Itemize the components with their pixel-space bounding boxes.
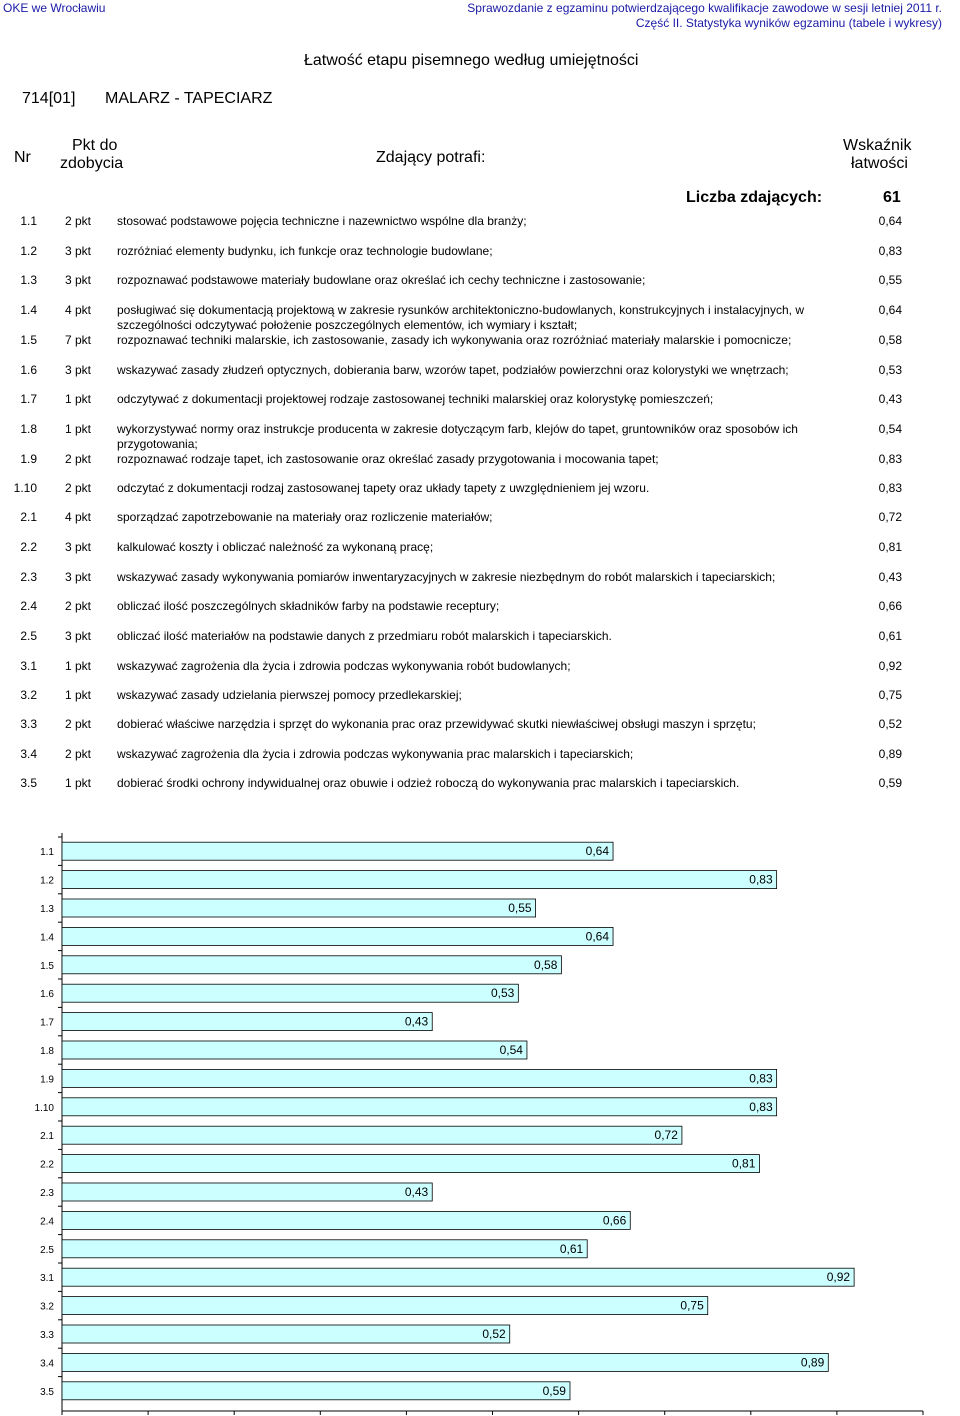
row-points: 7 pkt — [65, 333, 92, 347]
y-category-label: 2.2 — [40, 1159, 54, 1171]
bar-value-label: 0,59 — [542, 1383, 566, 1398]
bar-value-label: 0,61 — [559, 1241, 584, 1256]
row-skill: rozpoznawać techniki malarskie, ich zastosowanie, zasady ich wykonywania oraz rozróżniać materiały malarskie i pomocnicze; — [117, 333, 792, 347]
bar-value-label: 0,66 — [602, 1213, 627, 1228]
y-category-label: 3.2 — [40, 1301, 54, 1313]
row-nr: 3.4 — [20, 747, 37, 761]
row-points: 2 pkt — [65, 214, 92, 228]
row-skill: wskazywać zasady udzielania pierwszej pomocy przedlekarskiej; — [117, 688, 462, 702]
row-indicator: 0,83 — [878, 244, 902, 258]
y-category-label: 3.1 — [40, 1273, 54, 1285]
row-nr: 2.2 — [20, 540, 37, 554]
bar-value-label: 0,72 — [654, 1128, 678, 1143]
bar — [62, 984, 518, 1002]
row-indicator: 0,54 — [878, 422, 902, 436]
row-points: 3 pkt — [65, 570, 92, 584]
row-skill: sporządzać zapotrzebowanie na materiały oraz rozliczenie materiałów; — [117, 510, 493, 524]
row-indicator: 0,92 — [878, 659, 902, 673]
y-category-label: 2.4 — [40, 1216, 54, 1228]
col-header-skill: Zdający potrafi: — [376, 149, 486, 166]
y-category-label: 3.3 — [40, 1330, 54, 1341]
row-indicator: 0,72 — [878, 510, 902, 524]
row-nr: 1.8 — [20, 422, 37, 436]
row-indicator: 0,81 — [878, 540, 902, 554]
bar-value-label: 0,64 — [585, 844, 610, 859]
bar-value-label: 0,83 — [749, 1099, 773, 1114]
bar-value-label: 0,83 — [749, 1071, 773, 1086]
bar — [62, 1183, 432, 1201]
row-skill: odczytać z dokumentacji rodzaj zastosowanej tapety oraz układy tapety z uwzględnieniem jej wzoru. — [117, 481, 650, 495]
row-nr: 1.6 — [20, 363, 37, 377]
bar — [62, 956, 561, 974]
y-category-label: 1.3 — [40, 904, 54, 915]
row-indicator: 0,66 — [878, 599, 902, 613]
row-nr: 1.2 — [20, 244, 37, 258]
row-points: 2 pkt — [65, 599, 92, 613]
row-indicator: 0,61 — [878, 629, 902, 643]
row-nr: 3.5 — [20, 776, 37, 790]
row-points: 2 pkt — [65, 452, 92, 466]
row-points: 2 pkt — [65, 481, 92, 495]
easiness-bar-chart — [0, 816, 960, 1416]
y-category-label: 1.2 — [40, 875, 54, 887]
bar — [62, 1325, 510, 1343]
row-skill: rozpoznawać rodzaje tapet, ich zastosowanie oraz określać zasady przygotowania i mocowania tapet; — [117, 452, 659, 466]
row-skill: kalkulować koszty i obliczać należność za wykonaną pracę; — [117, 540, 434, 554]
y-category-label: 1.10 — [34, 1102, 54, 1114]
row-skill: dobierać właściwe narzędzia i sprzęt do wykonania prac oraz przewidywać skutki niewłaściwej obsługi maszyn i sprzętu; — [117, 717, 756, 731]
count-value: 61 — [883, 189, 901, 206]
header-report-line1: Sprawozdanie z egzaminu potwierdzającego kwalifikacje zawodowe w sesji letniej 2011 r. — [467, 1, 942, 15]
bar — [62, 1382, 570, 1400]
bar-value-label: 0,92 — [826, 1270, 851, 1285]
row-indicator: 0,59 — [878, 776, 902, 790]
bar — [62, 1098, 777, 1116]
row-points: 3 pkt — [65, 629, 92, 643]
row-nr: 1.1 — [20, 214, 37, 228]
row-skill: stosować podstawowe pojęcia techniczne i nazewnictwo wspólne dla branży; — [117, 214, 527, 228]
bar-value-label: 0,53 — [490, 986, 515, 1001]
row-points: 1 pkt — [65, 422, 92, 436]
y-category-label: 2.1 — [40, 1131, 54, 1143]
y-category-label: 3.5 — [40, 1386, 54, 1398]
bar — [62, 1013, 432, 1031]
bar-value-label: 0,75 — [680, 1298, 704, 1313]
row-nr: 2.3 — [20, 570, 37, 584]
row-skill: wskazywać zagrożenia dla życia i zdrowia podczas wykonywania robót budowlanych; — [117, 659, 571, 673]
row-indicator: 0,83 — [878, 481, 902, 495]
row-nr: 3.1 — [20, 659, 37, 673]
bar — [62, 899, 536, 917]
header-org: OKE we Wrocławiu — [3, 1, 106, 15]
row-skill: wykorzystywać normy oraz instrukcje producenta w zakresie dotyczącym farb, klejów do tapet, gruntowników oraz sposobów ich przygotowania; — [117, 422, 798, 451]
row-indicator: 0,55 — [878, 273, 902, 287]
bar-value-label: 0,52 — [482, 1327, 506, 1341]
row-nr: 1.10 — [13, 481, 37, 495]
bar-value-label: 0,58 — [534, 957, 558, 972]
bar-value-label: 0,54 — [499, 1043, 523, 1057]
bar — [62, 871, 777, 889]
col-header-nr: Nr — [14, 149, 31, 166]
occupation-name: MALARZ - TAPECIARZ — [105, 90, 273, 107]
row-points: 3 pkt — [65, 273, 92, 287]
row-indicator: 0,64 — [878, 214, 902, 228]
bar — [62, 1155, 759, 1173]
bar-value-label: 0,43 — [404, 1014, 429, 1029]
bar — [62, 927, 613, 945]
row-indicator: 0,89 — [878, 747, 902, 761]
y-category-label: 1.4 — [40, 932, 54, 944]
row-indicator: 0,58 — [878, 333, 902, 347]
row-skill: dobierać środki ochrony indywidualnej oraz obuwie i odzież roboczą do wykonywania prac malarskich i tapeciarskich. — [117, 776, 740, 790]
row-indicator: 0,52 — [878, 717, 902, 731]
row-nr: 1.9 — [20, 452, 37, 466]
bar-value-label: 0,83 — [749, 872, 773, 887]
bar-value-label: 0,64 — [585, 929, 610, 944]
bar — [62, 1353, 828, 1371]
bar — [62, 842, 613, 860]
row-indicator: 0,53 — [878, 363, 902, 377]
row-nr: 1.7 — [20, 392, 37, 406]
row-indicator: 0,64 — [878, 303, 902, 317]
row-points: 3 pkt — [65, 363, 92, 377]
bar — [62, 1211, 630, 1229]
row-nr: 1.5 — [20, 333, 37, 347]
row-skill: obliczać ilość materiałów na podstawie danych z przedmiaru robót malarskich i tapeciarskich. — [117, 629, 612, 643]
row-indicator: 0,75 — [878, 688, 902, 702]
row-skill: wskazywać zasady złudzeń optycznych, dobierania barw, wzorów tapet, podziałów powierzchni oraz kolorystyki we wnętrzach; — [117, 363, 789, 377]
col-header-pkt-line2: zdobycia — [60, 155, 124, 172]
row-skill: wskazywać zasady wykonywania pomiarów inwentaryzacyjnych w zakresie niezbędnym do robót malarskich i tapeciarskich; — [117, 570, 776, 584]
row-points: 1 pkt — [65, 392, 92, 406]
occupation-code: 714[01] — [22, 90, 76, 107]
row-points: 4 pkt — [65, 510, 92, 524]
row-nr: 1.3 — [20, 273, 37, 287]
row-points: 2 pkt — [65, 747, 92, 761]
header-report — [467, 1, 942, 31]
bar — [62, 1297, 708, 1315]
bar — [62, 1268, 854, 1286]
bar — [62, 1126, 682, 1144]
row-indicator: 0,83 — [878, 452, 902, 466]
row-skill: odczytywać z dokumentacji projektowej rodzaje zastosowanej techniki malarskiej oraz kolorystykę pomieszczeń; — [117, 392, 714, 406]
row-points: 1 pkt — [65, 659, 92, 673]
bar — [62, 1240, 587, 1258]
row-skill: posługiwać się dokumentacją projektową w zakresie rysunków architektoniczno-budowlanych, konstrukcyjnych i instalacyjnych, w szczególności odczytywać położenie poszczególnych elementów, ich wymiary i kształt; — [117, 303, 804, 332]
row-skill: rozróżniać elementy budynku, ich funkcje oraz technologie budowlane; — [117, 244, 493, 258]
row-points: 1 pkt — [65, 688, 92, 702]
bar-value-label: 0,89 — [800, 1355, 825, 1370]
row-skill: obliczać ilość poszczególnych składników farby na podstawie receptury; — [117, 599, 500, 613]
y-category-label: 1.8 — [40, 1046, 54, 1057]
row-points: 4 pkt — [65, 303, 92, 317]
col-header-indicator-line2: łatwości — [851, 155, 908, 172]
bar — [62, 1069, 777, 1087]
y-category-label: 1.1 — [40, 847, 54, 859]
row-nr: 2.5 — [20, 629, 37, 643]
header-report-line2: Część II. Statystyka wyników egzaminu (tabele i wykresy) — [635, 16, 942, 30]
row-nr: 2.1 — [20, 510, 37, 524]
y-category-label: 1.9 — [40, 1074, 54, 1086]
y-category-label: 2.5 — [40, 1244, 54, 1256]
col-header-pkt-line1: Pkt do — [72, 137, 118, 154]
y-category-label: 3.4 — [40, 1358, 54, 1370]
y-category-label: 1.5 — [40, 960, 54, 972]
col-header-indicator-line1: Wskaźnik — [843, 137, 912, 154]
count-label: Liczba zdających: — [686, 189, 823, 206]
row-points: 1 pkt — [65, 776, 92, 790]
page-subtitle: Łatwość etapu pisemnego według umiejętności — [304, 52, 639, 69]
y-category-label: 1.6 — [40, 989, 54, 1001]
row-nr: 1.4 — [20, 303, 37, 317]
bar-value-label: 0,43 — [404, 1185, 429, 1199]
bar-value-label: 0,81 — [732, 1156, 756, 1171]
row-skill: wskazywać zagrożenia dla życia i zdrowia podczas wykonywania prac malarskich i tapeciarskich; — [117, 747, 634, 761]
bar — [62, 1041, 527, 1059]
row-nr: 2.4 — [20, 599, 37, 613]
y-category-label: 2.3 — [40, 1188, 54, 1199]
y-category-label: 1.7 — [40, 1017, 54, 1029]
row-skill: rozpoznawać podstawowe materiały budowlane oraz określać ich cechy techniczne i zastosowanie; — [117, 273, 646, 287]
row-points: 2 pkt — [65, 717, 92, 731]
row-points: 3 pkt — [65, 540, 92, 554]
row-points: 3 pkt — [65, 244, 92, 258]
row-nr: 3.3 — [20, 717, 37, 731]
row-indicator: 0,43 — [878, 392, 902, 406]
row-indicator: 0,43 — [878, 570, 902, 584]
bar-value-label: 0,55 — [508, 901, 532, 915]
row-nr: 3.2 — [20, 688, 37, 702]
